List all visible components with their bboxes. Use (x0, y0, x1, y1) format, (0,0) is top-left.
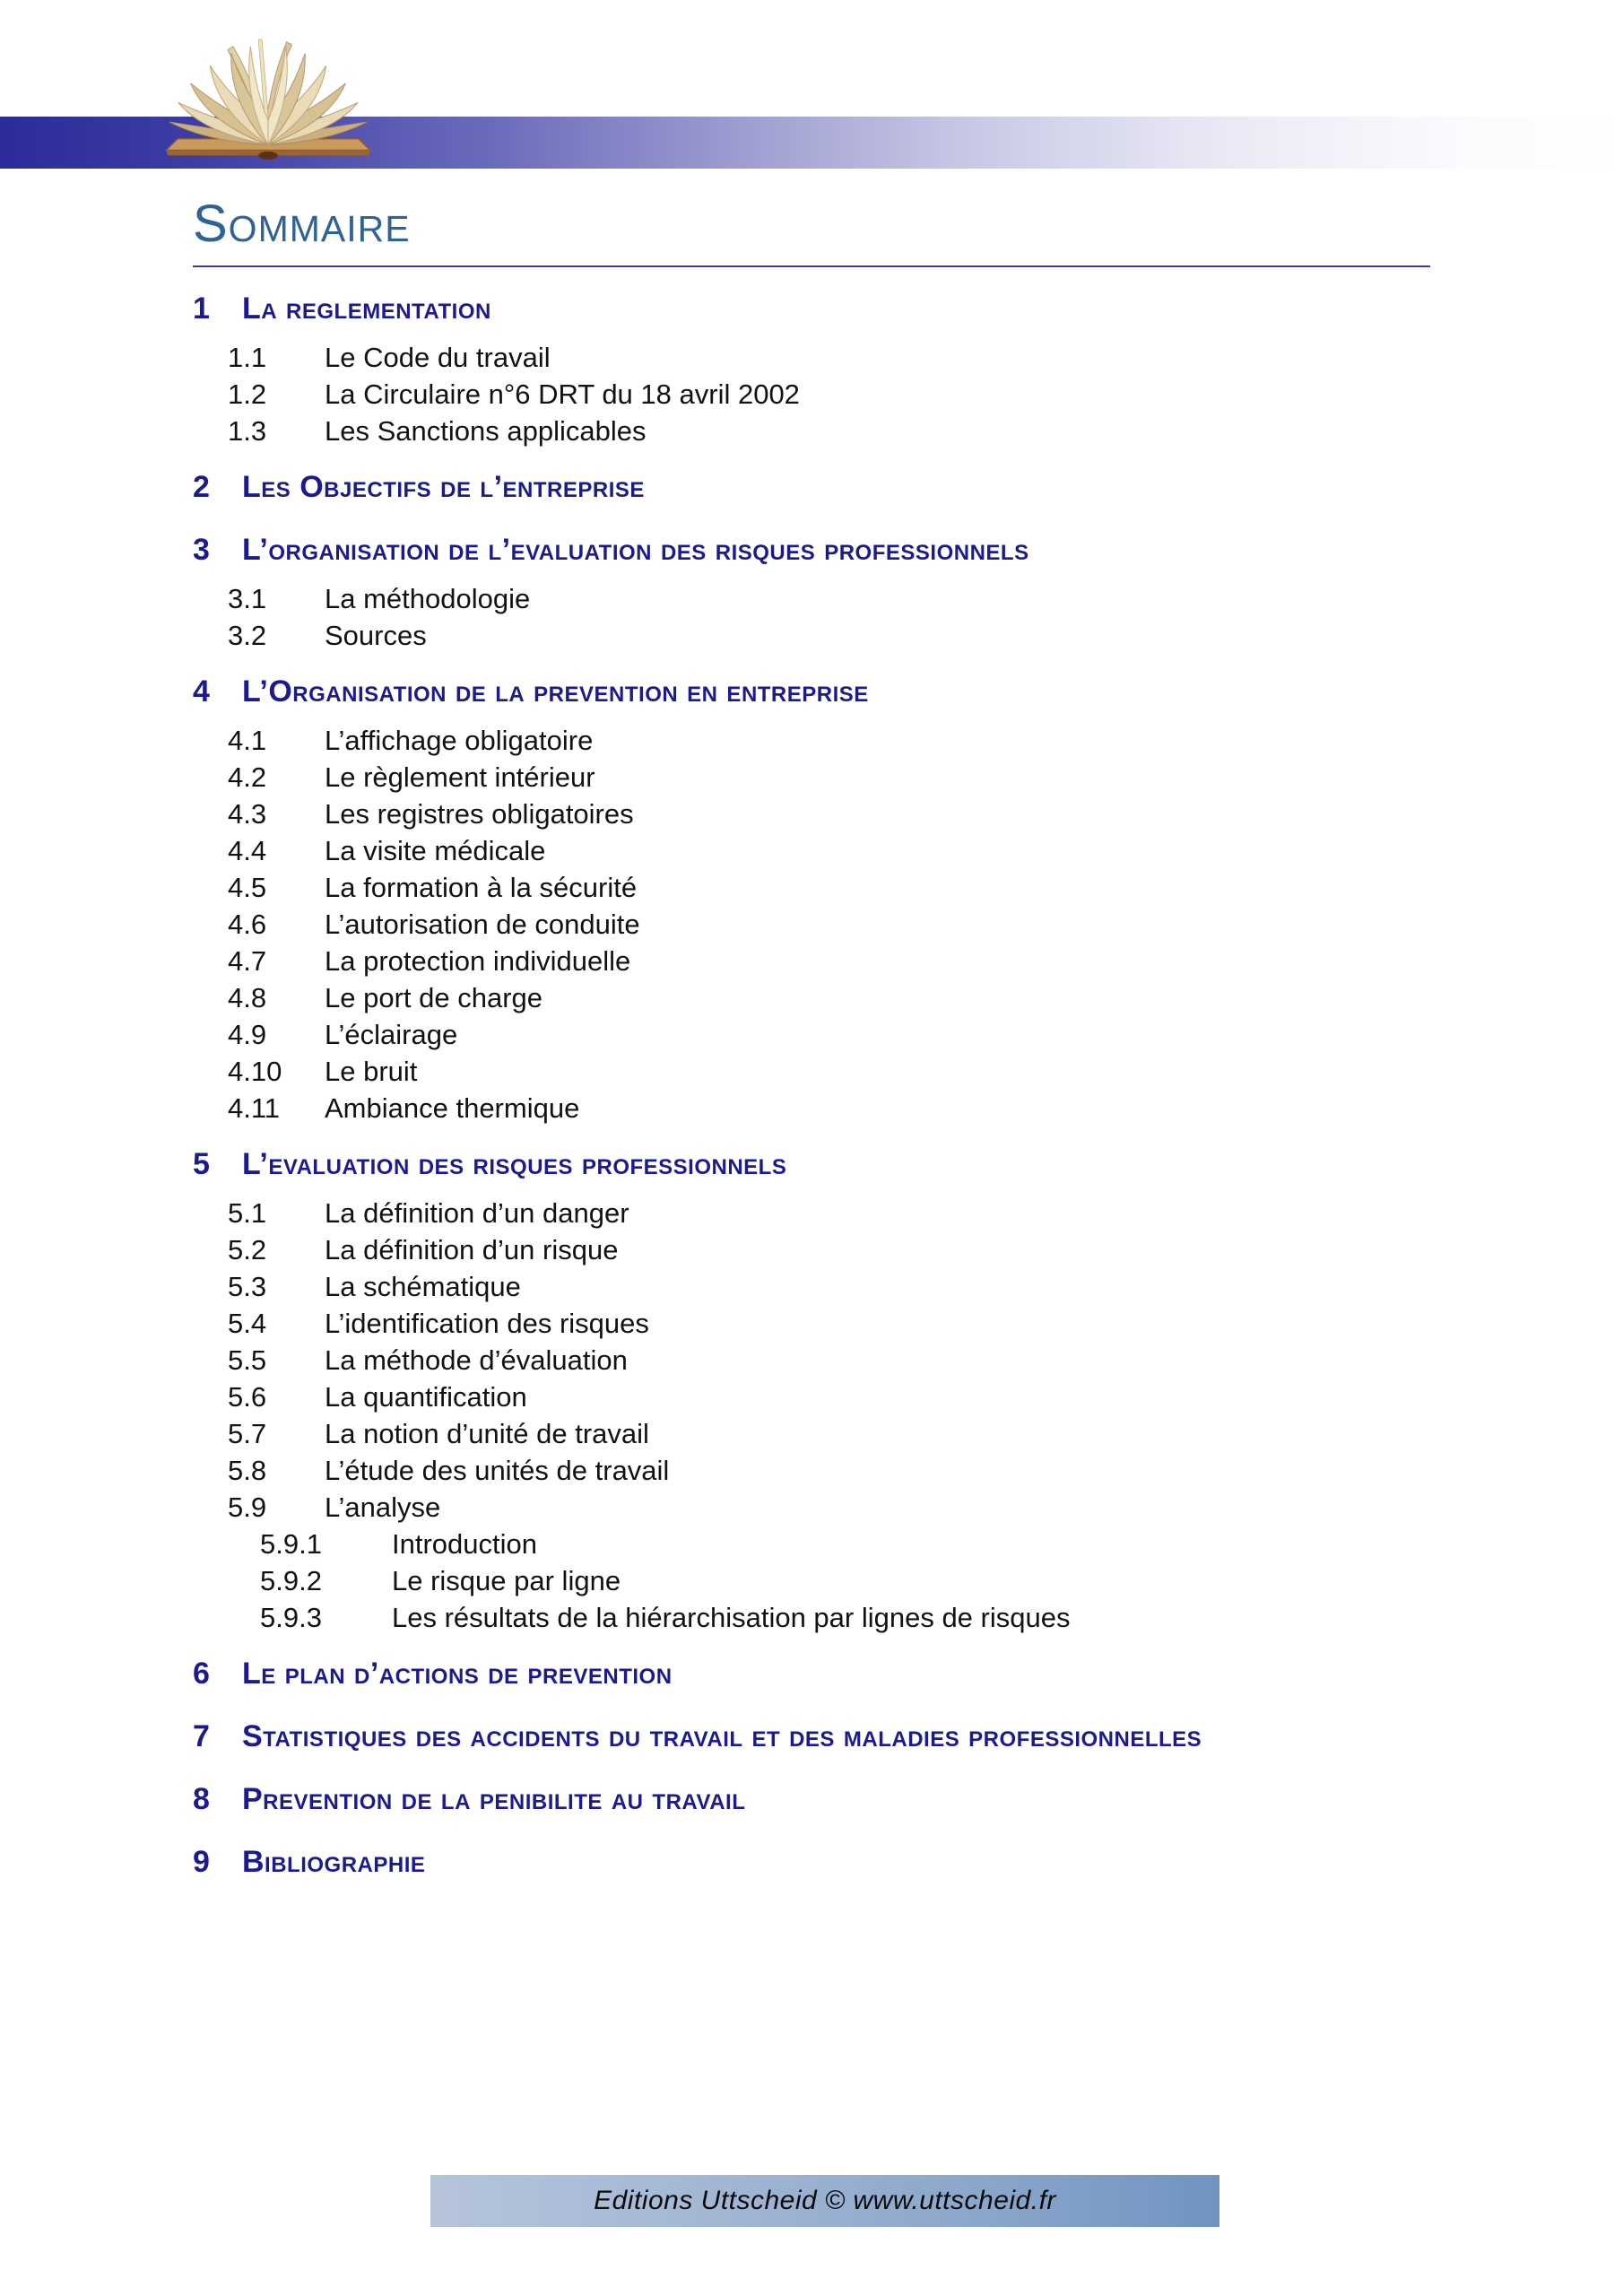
toc-item-label: La méthodologie (325, 583, 531, 614)
toc-item (193, 1562, 1430, 1599)
toc-section-items (193, 1195, 1430, 1636)
toc-item (193, 943, 1430, 979)
toc-item-number: 4.11 (228, 1092, 281, 1124)
toc-item (193, 339, 1430, 376)
toc-item-label: Les registres obligatoires (325, 798, 634, 830)
toc-item-number: 5.9.1 (260, 1528, 322, 1560)
toc-item (193, 1305, 1430, 1342)
toc-section-title: Statistiques des accidents du travail et des maladies professionnelles (242, 1719, 1202, 1753)
toc-item-number: 5.9.3 (260, 1602, 322, 1633)
toc-item-number: 4.2 (228, 761, 267, 793)
footer-band (430, 2175, 1219, 2227)
toc-section-title: L’organisation de l’evaluation des risques professionnels (242, 533, 1029, 567)
footer-text: Editions Uttscheid © www.uttscheid.fr (594, 2186, 1056, 2215)
toc-section-title: Le plan d’actions de prevention (242, 1657, 673, 1691)
toc-section (193, 1774, 1430, 1824)
toc-item-number: 5.9.2 (260, 1565, 322, 1596)
toc-item-number: 4.3 (228, 798, 267, 830)
toc-item-label: L’affichage obligatoire (325, 725, 594, 756)
toc-item-number: 4.9 (228, 1019, 267, 1050)
toc-item (193, 906, 1430, 943)
toc-section-number: 7 (193, 1719, 210, 1753)
toc-item-label: L’éclairage (325, 1019, 458, 1050)
toc-item-number: 5.1 (228, 1197, 267, 1229)
toc-section (193, 1648, 1430, 1699)
toc-item-label: La protection individuelle (325, 945, 631, 977)
toc-section-items (193, 339, 1430, 449)
toc-section-title: L’evaluation des risques professionnels (242, 1147, 787, 1181)
toc-item-label: Le risque par ligne (392, 1565, 621, 1596)
toc-main (0, 175, 1623, 1887)
toc-item-number: 5.9 (228, 1492, 267, 1523)
toc-item-label: Les Sanctions applicables (325, 415, 647, 447)
toc-item (193, 413, 1430, 449)
toc-item-label: La définition d’un danger (325, 1197, 629, 1229)
page-title: Sommaire (193, 195, 411, 253)
toc-item (193, 832, 1430, 869)
toc-section-number: 1 (193, 291, 210, 326)
toc-section-title: La reglementation (242, 291, 491, 326)
toc-section-title: L’Organisation de la prevention en entreprise (242, 674, 869, 709)
toc-item-label: La quantification (325, 1381, 527, 1413)
toc-item-label: La notion d’unité de travail (325, 1418, 649, 1449)
toc-section-number: 4 (193, 674, 210, 709)
toc-section-title: Bibliographie (242, 1845, 426, 1879)
toc-item-number: 3.1 (228, 583, 267, 614)
toc-item-label: L’autorisation de conduite (325, 909, 640, 940)
toc-section (193, 525, 1430, 654)
toc-section (193, 1837, 1430, 1887)
toc-item-label: Sources (325, 620, 427, 651)
toc-item-label: L’étude des unités de travail (325, 1455, 670, 1486)
toc-item-label: La méthode d’évaluation (325, 1344, 628, 1376)
toc-item-label: Le port de charge (325, 982, 543, 1013)
toc-item (193, 722, 1430, 759)
toc-item-number: 5.4 (228, 1308, 267, 1339)
toc-section (193, 666, 1430, 1126)
toc-item (193, 1195, 1430, 1231)
page-header (0, 0, 1623, 175)
toc-item-label: Le Code du travail (325, 342, 551, 373)
toc-section-number: 8 (193, 1782, 210, 1816)
toc-section (193, 462, 1430, 512)
toc-item (193, 1526, 1430, 1562)
toc-item (193, 1053, 1430, 1090)
open-book-icon (143, 34, 393, 170)
toc-item-number: 5.6 (228, 1381, 267, 1413)
toc-item (193, 796, 1430, 832)
toc-sections (193, 283, 1430, 1887)
toc-item-number: 4.7 (228, 945, 267, 977)
toc-item-label: Les résultats de la hiérarchisation par lignes de risques (392, 1602, 1071, 1633)
toc-section (193, 1711, 1430, 1761)
toc-item-number: 1.3 (228, 415, 267, 447)
toc-section-heading (193, 1837, 1430, 1887)
toc-section-number: 9 (193, 1845, 210, 1879)
toc-item (193, 1599, 1430, 1636)
toc-item-number: 1.2 (228, 378, 267, 410)
toc-section (193, 1139, 1430, 1636)
toc-section-heading (193, 283, 1430, 334)
toc-section-heading (193, 1711, 1430, 1761)
toc-item (193, 1231, 1430, 1268)
toc-item-number: 1.1 (228, 342, 267, 373)
toc-item-number: 4.6 (228, 909, 267, 940)
toc-section-heading (193, 525, 1430, 575)
toc-item-label: La Circulaire n°6 DRT du 18 avril 2002 (325, 378, 800, 410)
toc-item (193, 869, 1430, 906)
toc-item-number: 4.10 (228, 1056, 282, 1087)
toc-item-number: 5.5 (228, 1344, 267, 1376)
toc-item (193, 1090, 1430, 1126)
toc-item-label: Ambiance thermique (325, 1092, 580, 1124)
toc-section (193, 283, 1430, 449)
toc-section-number: 5 (193, 1147, 210, 1181)
toc-item-label: Introduction (392, 1528, 537, 1560)
toc-item (193, 1415, 1430, 1452)
toc-section-number: 2 (193, 470, 210, 504)
toc-item-label: L’analyse (325, 1492, 441, 1523)
toc-item-number: 3.2 (228, 620, 267, 651)
title-rule (193, 265, 1430, 267)
toc-item (193, 1378, 1430, 1415)
toc-item-label: Le bruit (325, 1056, 418, 1087)
toc-section-items (193, 722, 1430, 1126)
toc-item-number: 5.2 (228, 1234, 267, 1265)
toc-item-label: La formation à la sécurité (325, 872, 638, 903)
toc-item-number: 5.7 (228, 1418, 267, 1449)
toc-item (193, 580, 1430, 617)
toc-section-title: Les Objectifs de l’entreprise (242, 470, 645, 504)
toc-item-label: Le règlement intérieur (325, 761, 595, 793)
toc-section-heading (193, 462, 1430, 512)
toc-item (193, 1016, 1430, 1053)
toc-section-heading (193, 1139, 1430, 1189)
toc-item-number: 5.3 (228, 1271, 267, 1302)
toc-section-number: 3 (193, 533, 210, 567)
toc-item (193, 1489, 1430, 1526)
toc-item (193, 1268, 1430, 1305)
toc-item (193, 759, 1430, 796)
toc-section-items (193, 580, 1430, 654)
toc-section-heading (193, 666, 1430, 717)
toc-item-label: La visite médicale (325, 835, 546, 866)
toc-item-number: 4.5 (228, 872, 267, 903)
toc-item (193, 1342, 1430, 1378)
toc-item-number: 5.8 (228, 1455, 267, 1486)
toc-item-label: L’identification des risques (325, 1308, 649, 1339)
toc-item-number: 4.1 (228, 725, 267, 756)
toc-item-label: La schématique (325, 1271, 521, 1302)
toc-item (193, 617, 1430, 654)
toc-section-heading (193, 1648, 1430, 1699)
toc-item (193, 1452, 1430, 1489)
toc-section-heading (193, 1774, 1430, 1824)
toc-item-label: La définition d’un risque (325, 1234, 619, 1265)
toc-item (193, 979, 1430, 1016)
toc-item-number: 4.8 (228, 982, 267, 1013)
toc-item-number: 4.4 (228, 835, 267, 866)
toc-section-number: 6 (193, 1657, 210, 1691)
toc-item (193, 376, 1430, 413)
toc-section-title: Prevention de la penibilite au travail (242, 1782, 746, 1816)
